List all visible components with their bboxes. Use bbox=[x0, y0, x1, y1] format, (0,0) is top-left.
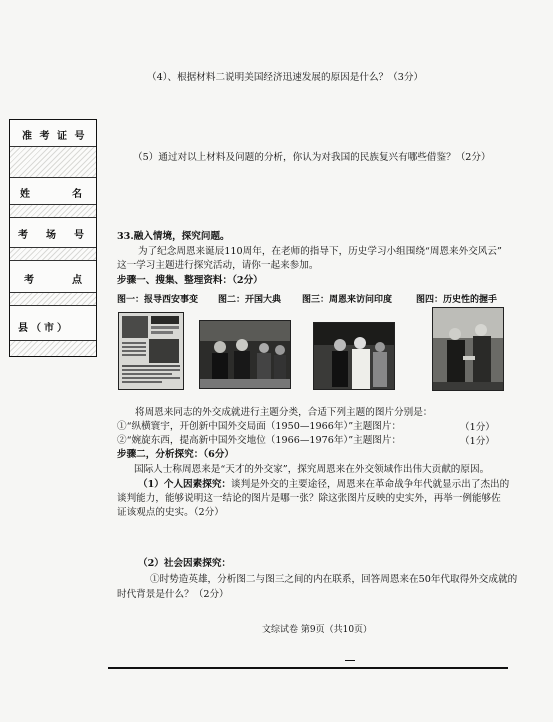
exam-room-label-2: 场 bbox=[46, 230, 58, 241]
exam-site-row bbox=[10, 264, 96, 292]
exam-room-label-3: 号 bbox=[74, 230, 86, 241]
theme-item-2-score: （1分） bbox=[460, 436, 495, 447]
international-praise: 国际人士称周恩来是“天才的外交家”，探究周恩来在外交领域作出伟大贡献的原因。 bbox=[134, 464, 490, 475]
personal-factor-line-2: 谈判能力，能够说明这一结论的图片是哪一张？除这张图片反映的史实外，再举一例能够佐 bbox=[117, 493, 501, 504]
figure-1-caption: 图一：报导西安事变 bbox=[117, 295, 199, 305]
bottom-rule bbox=[108, 667, 508, 669]
question-5: （5）通过对以上材料及问题的分析，你认为对我国的民族复兴有哪些借鉴？（2分） bbox=[133, 152, 491, 163]
county-label: 县（市） bbox=[18, 323, 70, 334]
figure-1-newspaper-image bbox=[118, 312, 184, 390]
personal-factor-line-3: 证该观点的史实。（2分） bbox=[117, 507, 224, 518]
exam-number-label: 准 考 证 号 bbox=[22, 131, 87, 142]
theme-item-2: ②“婉旋东西，提高新中国外交地位（1966—1976年）”主题图片： bbox=[117, 435, 402, 446]
figure-2-founding-ceremony-image bbox=[199, 320, 291, 389]
county-field[interactable] bbox=[10, 341, 96, 356]
exam-room-label-1: 考 bbox=[18, 230, 30, 241]
name-label-1: 姓 bbox=[20, 189, 32, 200]
name-label-2: 名 bbox=[72, 189, 84, 200]
social-factor-line-1: ①时势造英雄，分析图二与图三之间的内在联系，回答周恩来在50年代取得外交成就的 bbox=[150, 574, 518, 585]
exam-number-row bbox=[10, 120, 96, 148]
theme-item-1: ①“纵横寰宇，开创新中国外交局面（1950—1966年）”主题图片： bbox=[117, 421, 402, 432]
exam-room-row bbox=[10, 219, 96, 247]
social-factor-title: （2）社会因素探究： bbox=[138, 558, 232, 569]
exam-room-field[interactable] bbox=[10, 248, 96, 260]
county-row bbox=[10, 312, 96, 340]
exam-number-field[interactable] bbox=[10, 147, 96, 177]
question-4: （4）、根据材料二说明美国经济迅速发展的原因是什么？（3分） bbox=[147, 72, 424, 83]
personal-factor-line-1 bbox=[138, 478, 509, 491]
name-row bbox=[10, 178, 96, 206]
exam-info-box bbox=[9, 119, 97, 357]
theme-item-1-score: （1分） bbox=[460, 422, 495, 433]
question-33-title: 33.融入情境，探究问题。 bbox=[117, 231, 230, 242]
figure-2-caption: 图二：开国大典 bbox=[218, 295, 282, 305]
page-footer: 文综试卷 第9页（共10页） bbox=[262, 625, 373, 635]
step-1-heading: 步骤一、搜集、整理资料：（2分） bbox=[117, 275, 263, 286]
figure-3-caption: 图三：周恩来访问印度 bbox=[302, 295, 393, 305]
exam-site-label-1: 考 bbox=[24, 275, 36, 286]
name-field[interactable] bbox=[10, 205, 96, 217]
personal-factor-title: （1）个人因素探究： bbox=[138, 479, 232, 490]
exam-site-field[interactable] bbox=[10, 293, 96, 305]
exam-site-label-2: 点 bbox=[72, 275, 84, 286]
intro-line-2: 这一学习主题进行探究活动，请你一起来参加。 bbox=[117, 260, 319, 271]
classify-prompt: 将周恩来同志的外交成就进行主题分类，合适下列主题的图片分别是： bbox=[135, 407, 433, 418]
figure-4-handshake-image bbox=[432, 307, 504, 391]
figure-3-india-visit-image bbox=[313, 322, 395, 390]
personal-factor-text-1: 谈判是外交的主要途径，周恩来在革命战争年代就显示出了杰出的 bbox=[231, 479, 510, 490]
figure-4-caption: 图四：历史性的握手 bbox=[416, 295, 498, 305]
intro-line-1: 为了纪念周恩来诞辰110周年，在老师的指导下，历史学习小组围绕“周恩来外交风云” bbox=[138, 246, 502, 257]
step-2-heading: 步骤二，分析探究：（6分） bbox=[117, 449, 234, 460]
social-factor-line-2: 时代背景是什么？（2分） bbox=[117, 589, 229, 600]
bottom-tick bbox=[345, 660, 355, 661]
